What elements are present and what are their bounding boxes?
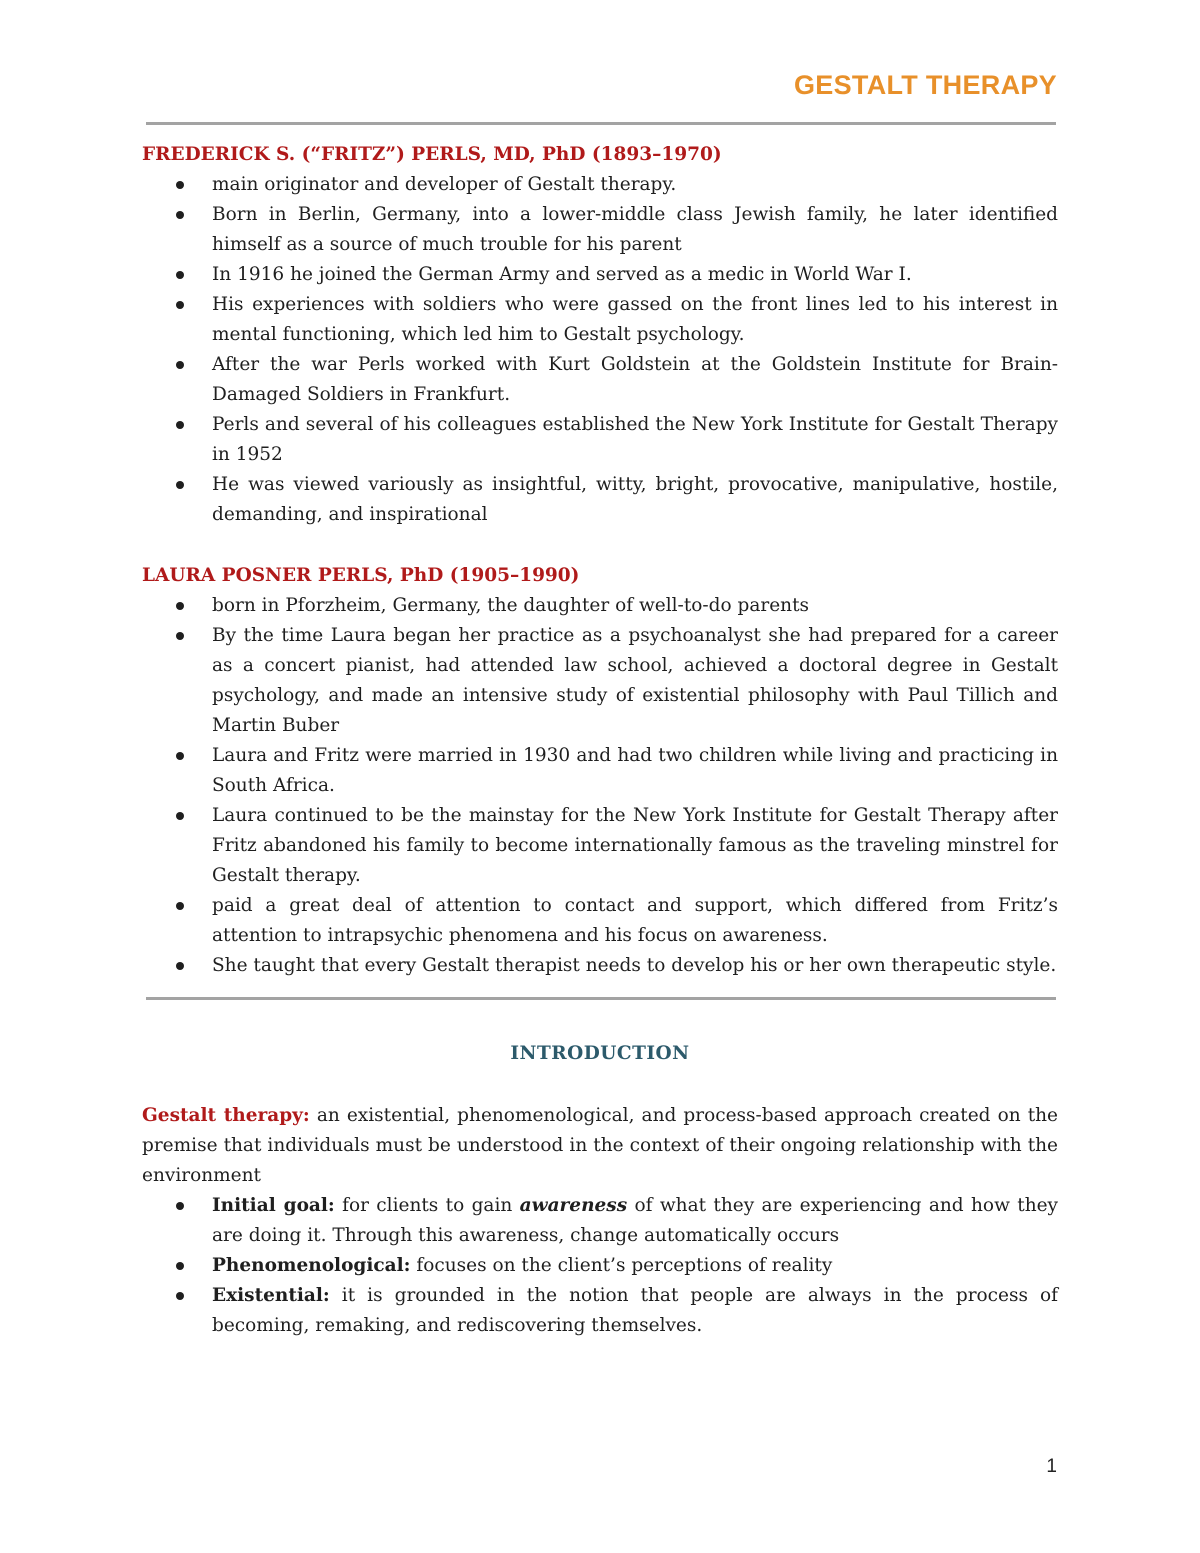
introduction-section bbox=[142, 1101, 1058, 1341]
list-item: Laura and Fritz were married in 1930 and had two children while living and practicing in South Africa. bbox=[142, 741, 1058, 801]
fritz-list bbox=[142, 170, 1058, 530]
list-item: Perls and several of his colleagues established the New York Institute for Gestalt Therapy in 1952 bbox=[142, 410, 1058, 470]
list-item: born in Pforzheim, Germany, the daughter of well-to-do parents bbox=[142, 591, 1058, 621]
list-item bbox=[142, 1281, 1058, 1341]
list-item: After the war Perls worked with Kurt Goldstein at the Goldstein Institute for Brain-Damaged Soldiers in Frankfurt. bbox=[142, 350, 1058, 410]
item-label: Phenomenological: bbox=[212, 1255, 411, 1276]
page-number: 1 bbox=[1046, 1456, 1057, 1477]
item-text: focuses on the client’s perceptions of reality bbox=[410, 1255, 833, 1276]
list-item: paid a great deal of attention to contact and support, which differed from Fritz’s attention to intrapsychic phenomena and his focus on awareness. bbox=[142, 891, 1058, 951]
fritz-heading: FREDERICK S. (“FRITZ”) PERLS, MD, PhD (1893–1970) bbox=[142, 144, 722, 165]
definition-paragraph bbox=[142, 1101, 1058, 1191]
item-text: of what they are experiencing and how they are doing it. Through this awareness, change automatically occurs bbox=[212, 1195, 1059, 1246]
item-text: for clients to gain bbox=[334, 1195, 520, 1216]
list-item: She taught that every Gestalt therapist needs to develop his or her own therapeutic style. bbox=[142, 951, 1058, 981]
list-item bbox=[142, 1251, 1058, 1281]
list-item: Born in Berlin, Germany, into a lower-middle class Jewish family, he later identified himself as a source of much trouble for his parent bbox=[142, 200, 1058, 260]
list-item: His experiences with soldiers who were gassed on the front lines led to his interest in mental functioning, which led him to Gestalt psychology. bbox=[142, 290, 1058, 350]
header-divider bbox=[146, 122, 1056, 125]
section-divider bbox=[146, 997, 1056, 1000]
item-label: Initial goal: bbox=[212, 1195, 335, 1216]
item-label: Existential: bbox=[212, 1285, 330, 1306]
definition-term: Gestalt therapy: bbox=[142, 1105, 310, 1126]
list-item: In 1916 he joined the German Army and served as a medic in World War I. bbox=[142, 260, 1058, 290]
list-item: He was viewed variously as insightful, witty, bright, provocative, manipulative, hostile, demanding, and inspirational bbox=[142, 470, 1058, 530]
list-item: Laura continued to be the mainstay for the New York Institute for Gestalt Therapy after Fritz abandoned his family to become internationally famous as the traveling minstrel for Gestalt therapy. bbox=[142, 801, 1058, 891]
laura-heading: LAURA POSNER PERLS, PhD (1905–1990) bbox=[142, 565, 580, 586]
fritz-section bbox=[142, 140, 1058, 530]
list-item bbox=[142, 1191, 1058, 1251]
item-text: it is grounded in the notion that people are always in the process of becoming, remaking, and rediscovering themselves. bbox=[212, 1285, 1058, 1336]
laura-list bbox=[142, 591, 1058, 981]
definition-text: an existential, phenomenological, and process-based approach created on the premise that individuals must be understood in the context of their ongoing relationship with the environment bbox=[142, 1105, 1058, 1186]
list-item: By the time Laura began her practice as a psychoanalyst she had prepared for a career as a concert pianist, had attended law school, achieved a doctoral degree in Gestalt psychology, and made an intensive study of existential philosophy with Paul Tillich and Martin Buber bbox=[142, 621, 1058, 741]
introduction-heading: INTRODUCTION bbox=[510, 1043, 690, 1064]
laura-section bbox=[142, 561, 1058, 981]
introduction-list bbox=[142, 1191, 1058, 1341]
page-header-title: GESTALT THERAPY bbox=[793, 70, 1057, 100]
item-emphasis: awareness bbox=[519, 1195, 628, 1216]
list-item: main originator and developer of Gestalt therapy. bbox=[142, 170, 1058, 200]
